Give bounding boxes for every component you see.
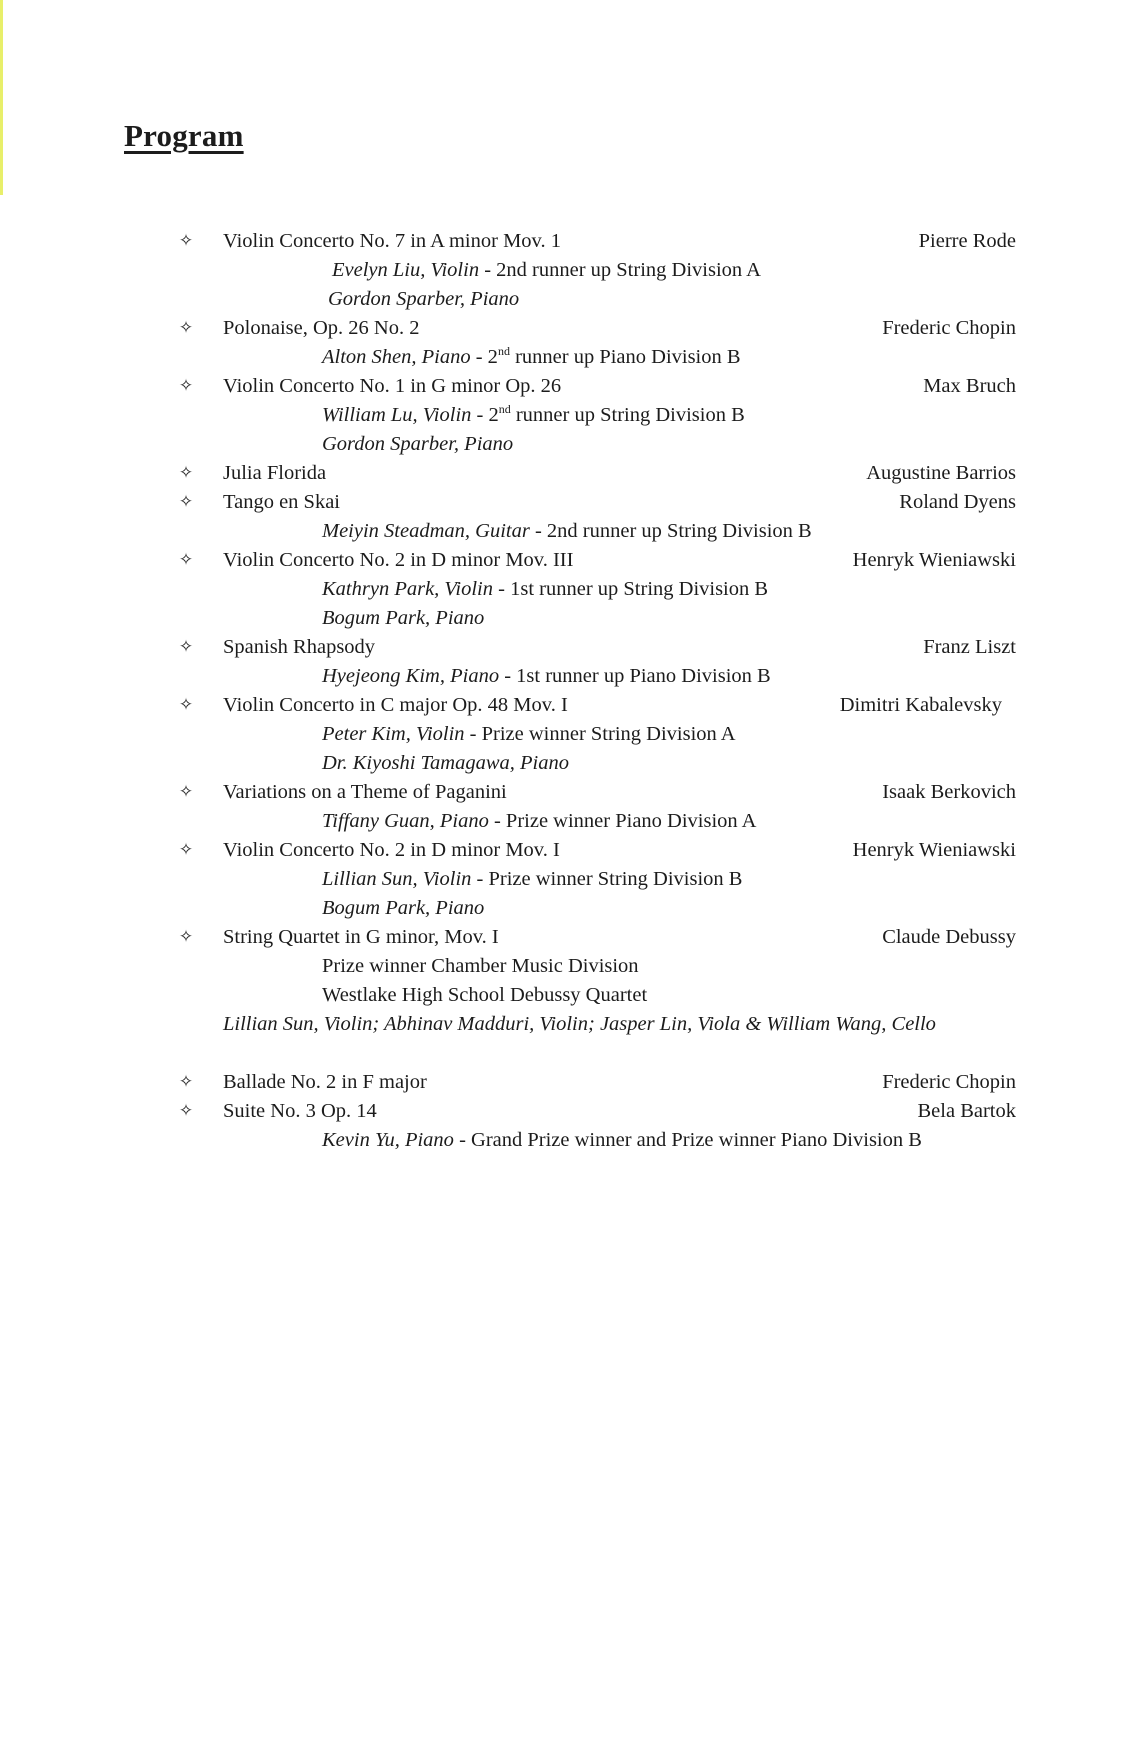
performer-line: [322, 864, 742, 894]
work-title: Spanish Rhapsody: [223, 636, 376, 658]
performer-award: - 2nd runner up String Division A: [479, 259, 761, 281]
award-suffix: runner up String Division B: [510, 404, 745, 426]
ensemble-name: Westlake High School Debussy Quartet: [322, 984, 648, 1006]
work-title: Suite No. 3 Op. 14: [223, 1100, 377, 1122]
performer-name: Peter Kim, Violin: [322, 723, 465, 745]
accompanist: Gordon Sparber, Piano: [328, 288, 520, 310]
bullet-icon: ✧: [178, 695, 194, 715]
bullet-icon: ✧: [178, 492, 194, 512]
performer-name: Alton Shen, Piano: [322, 346, 471, 368]
composer-name: Augustine Barrios: [866, 462, 1016, 484]
award-prefix: - 2: [471, 404, 499, 426]
work-title: Violin Concerto No. 1 in G minor Op. 26: [223, 375, 562, 397]
composer-name: Isaak Berkovich: [882, 781, 1016, 803]
performer-name: Tiffany Guan, Piano: [322, 810, 489, 832]
bullet-icon: ✧: [178, 1072, 194, 1092]
bullet-icon: ✧: [178, 550, 194, 570]
bullet-icon: ✧: [178, 231, 194, 251]
composer-name: Frederic Chopin: [882, 1071, 1016, 1093]
page-title: Program: [124, 118, 244, 153]
performer-line: [332, 255, 761, 285]
composer-name: Henryk Wieniawski: [852, 549, 1016, 571]
performer-line: [322, 574, 768, 604]
composer-name: Franz Liszt: [923, 636, 1016, 658]
work-title: String Quartet in G minor, Mov. I: [223, 926, 499, 948]
work-title: Violin Concerto No. 2 in D minor Mov. I: [223, 839, 560, 861]
award-prefix: - 2: [470, 346, 498, 368]
performer-name: Meiyin Steadman, Guitar: [322, 520, 530, 542]
award-ordinal: nd: [498, 402, 511, 417]
bullet-icon: ✧: [178, 840, 194, 860]
composer-name: Frederic Chopin: [882, 317, 1016, 339]
composer-name: Henryk Wieniawski: [852, 839, 1016, 861]
performer-line: [322, 661, 771, 691]
performer-line: [322, 516, 812, 546]
bullet-icon: ✧: [178, 318, 194, 338]
performer-name: William Lu, Violin: [322, 404, 472, 426]
performer-award: [471, 346, 741, 368]
performer-name: Kevin Yu, Piano: [322, 1129, 454, 1151]
award-suffix: runner up Piano Division B: [509, 346, 741, 368]
performer-award: - 2nd runner up String Division B: [529, 520, 812, 542]
work-title: Polonaise, Op. 26 No. 2: [223, 317, 420, 339]
accompanist: Bogum Park, Piano: [322, 897, 485, 919]
work-title: Variations on a Theme of Paganini: [223, 781, 507, 803]
work-title: Tango en Skai: [223, 491, 340, 513]
composer-name: Roland Dyens: [899, 491, 1016, 513]
performer-name: Evelyn Liu, Violin: [332, 259, 480, 281]
performer-award: - 1st runner up String Division B: [493, 578, 769, 600]
work-title: Violin Concerto No. 2 in D minor Mov. III: [223, 549, 574, 571]
award-line: Prize winner Chamber Music Division: [322, 955, 639, 977]
performer-award: - Prize winner String Division B: [471, 868, 743, 890]
performer-name: Hyejeong Kim, Piano: [322, 665, 500, 687]
ensemble-members: Lillian Sun, Violin; Abhinav Madduri, Violin; Jasper Lin, Viola & William Wang, Cello: [223, 1013, 936, 1035]
work-title: Violin Concerto No. 7 in A minor Mov. 1: [223, 230, 561, 252]
performer-name: Kathryn Park, Violin: [322, 578, 494, 600]
bullet-icon: ✧: [178, 376, 194, 396]
composer-name: Pierre Rode: [918, 230, 1016, 252]
bullet-icon: ✧: [178, 927, 194, 947]
composer-name: Max Bruch: [923, 375, 1016, 397]
page-edge-mark: [0, 0, 3, 195]
performer-line: [322, 1125, 922, 1155]
performer-line: [322, 400, 745, 430]
accompanist: Bogum Park, Piano: [322, 607, 485, 629]
performer-award: - Prize winner Piano Division A: [488, 810, 757, 832]
work-title: Violin Concerto in C major Op. 48 Mov. I: [223, 694, 568, 716]
work-title: Ballade No. 2 in F major: [223, 1071, 427, 1093]
bullet-icon: ✧: [178, 1101, 194, 1121]
performer-line: [322, 719, 736, 749]
bullet-icon: ✧: [178, 637, 194, 657]
performer-award: [471, 404, 744, 426]
performer-line: [322, 806, 756, 836]
composer-name: Dimitri Kabalevsky: [839, 694, 1002, 716]
performer-name: Lillian Sun, Violin: [322, 868, 472, 890]
accompanist: Dr. Kiyoshi Tamagawa, Piano: [322, 752, 569, 774]
composer-name: Bela Bartok: [917, 1100, 1016, 1122]
performer-award: - Prize winner String Division A: [464, 723, 736, 745]
bullet-icon: ✧: [178, 463, 194, 483]
performer-award: - Grand Prize winner and Prize winner Piano Division B: [453, 1129, 922, 1151]
accompanist: Gordon Sparber, Piano: [322, 433, 514, 455]
bullet-icon: ✧: [178, 782, 194, 802]
performer-line: [322, 342, 741, 372]
composer-name: Claude Debussy: [882, 926, 1016, 948]
work-title: Julia Florida: [223, 462, 327, 484]
performer-award: - 1st runner up Piano Division B: [499, 665, 771, 687]
award-ordinal: nd: [497, 344, 510, 359]
